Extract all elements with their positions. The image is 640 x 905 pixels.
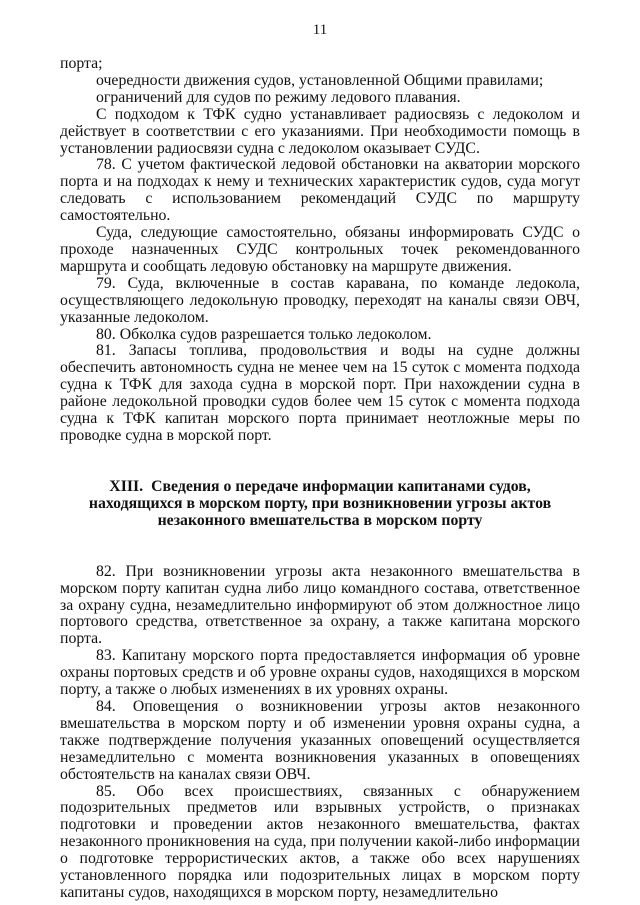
paragraph: 81. Запасы топлива, продовольствия и воды на судне должны обеспечить автономность судна не менее чем на 15 суток с момента подхода судна к ТФК для захода судна в морской порт. При нахождении судна в районе ледокольной проводки судов более чем 15 суток с момента подхода судна к ТФК капитан морского порта принимает неотложные меры по проводке судна в морской порт. <box>60 342 580 444</box>
paragraphs-top <box>60 56 580 445</box>
paragraph: 80. Обколка судов разрешается только ледоколом. <box>96 325 432 343</box>
section-heading <box>60 478 580 530</box>
page-number: 11 <box>312 22 328 38</box>
paragraph: С подходом к ТФК судно устанавливает радиосвязь с ледоколом и действует в соответствии с его указаниями. При необходимости помощь в установлении радиосвязи судна с ледоколом оказывает СУДС. <box>60 105 580 157</box>
paragraph: порта; <box>60 55 103 72</box>
paragraph: 78. С учетом фактической ледовой обстановки на акватории морского порта и на подходах к нему и технических характеристик судов, суда могут следовать с использованием рекомендаций СУДС по маршруту самостоятельно. <box>60 156 580 225</box>
paragraph: 83. Капитану морского порта предоставляется информация об уровне охраны портовых средств и об уровне охраны судов, находящихся в морском порту, а также о любых изменениях в их уровнях охраны. <box>60 647 580 699</box>
paragraph: Суда, следующие самостоятельно, обязаны информировать СУДС о проходе назначенных СУДС контрольных точек рекомендованного маршрута и сообщать ледовую обстановку на маршруте движения. <box>60 224 580 275</box>
paragraph: 79. Суда, включенные в состав каравана, по команде ледокола, осуществляющего ледокольную проводку, переходят на каналы связи ОВЧ, указанные ледоколом. <box>60 274 580 326</box>
paragraphs-bottom <box>60 564 580 902</box>
paragraph: ограничений для судов по режиму ледового плавания. <box>96 88 461 106</box>
paragraph: 85. Обо всех происшествиях, связанных с обнаружением подозрительных предметов или взрывных устройств, о признаках подготовки и проведении актов незаконного вмешательства, фактах незаконного проникновения на суда, при получении какой-либо информации о подготовке террористических актов, а также обо всех нарушениях установленного порядка или подозрительных лицах в морском порту капитаны судов, находящихся в морском порту, незамедлительно <box>60 782 580 901</box>
paragraph: очередности движения судов, установленной Общими правилами; <box>96 71 544 89</box>
section-title: Сведения о передаче информации капитанами судов, находящихся в морском порту, при возникновении угрозы актов незаконного вмешательства в морском порту <box>88 477 552 530</box>
document-body <box>60 56 580 902</box>
section-number: XIII. <box>109 477 144 495</box>
paragraph: 82. При возникновении угрозы акта незаконного вмешательства в морском порту капитан судна либо лицо командного состава, ответственное за охрану судна, незамедлительно информируют об этом должностное лицо портового средства, ответственное за охрану, а также капитана морского порта. <box>60 562 580 648</box>
paragraph: 84. Оповещения о возникновении угрозы актов незаконного вмешательства в морском порту и об изменении уровня охраны судна, а также подтверждение получения указанных оповещений осуществляется незамедлительно с момента возникновения указанных в оповещениях обстоятельств на каналах связи ОВЧ. <box>60 697 580 783</box>
